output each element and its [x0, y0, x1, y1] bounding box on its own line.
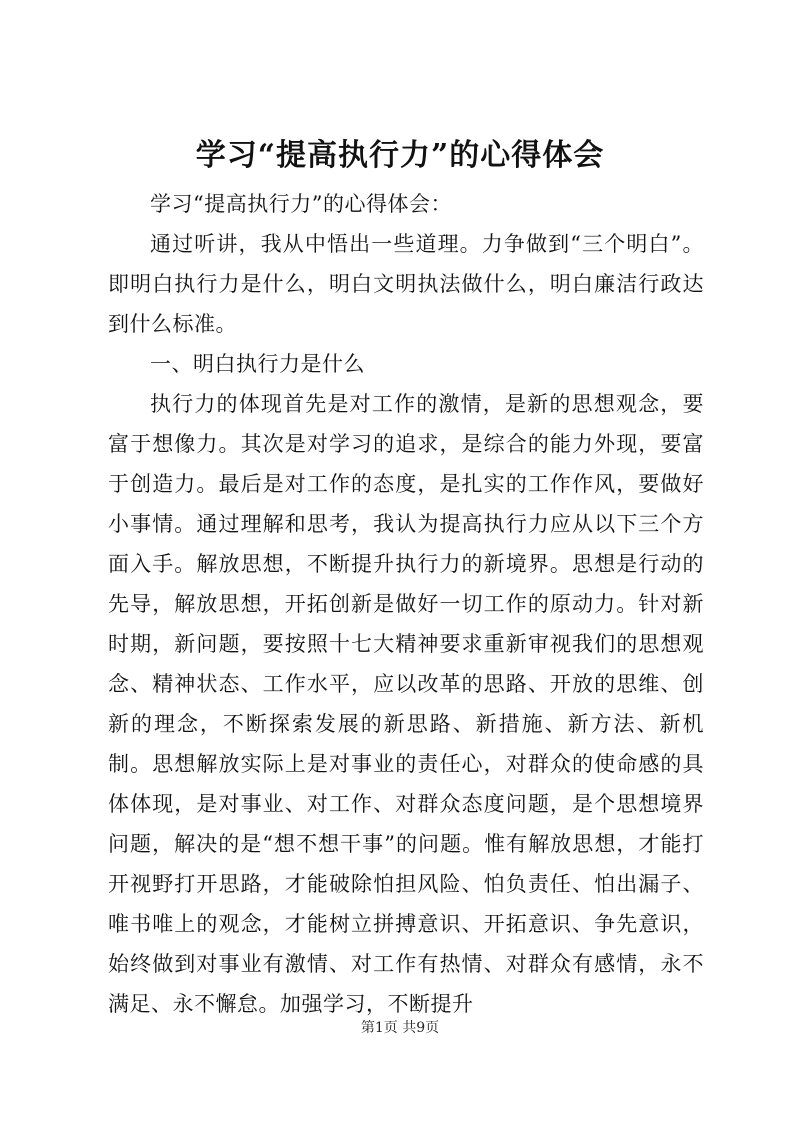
document-title: 学习“提高执行力”的心得体会 — [195, 138, 605, 173]
paragraph-heading-repeat: 学习“提高执行力”的心得体会： — [150, 192, 452, 216]
page-footer: 第1页 共9页 — [360, 1020, 440, 1036]
paragraph-main: 执行力的体现首先是对工作的激情，是新的思想观念，要富于想像力。其次是对学习的追求，是综合的能力外现，要富于创造力。最后是对工作的态度，是扎实的工作作风，要做好小事情。通过理解和思考，我认为提高执行力应从以下三个方面入手。解放思想，不断提升执行力的新境界。思想是行动的先导，解放思想，开拓创新是做好一切工作的原动力。针对新时期，新问题，要按照十七大精神要求重新审视我们的思想观念、精神状态、工作水平，应以改革的思路、开放的思维、创新的理念，不断探索发展的新思路、新措施、新方法、新机制。思想解放实际上是对事业的责任心，对群众的使命感的具体体现，是对事业、对工作、对群众态度问题，是个思想境界问题，解决的是“想不想干事”的问题。惟有解放思想，才能打开视野打开思路，才能破除怕担风险、怕负责任、怕出漏子、唯书唯上的观念，才能树立拼搏意识、开拓意识、争先意识，始终做到对事业有激情、对工作有热情、对群众有感情，永不满足、永不懈怠。加强学习，不断提升 — [108, 392, 704, 1016]
document-body — [108, 184, 704, 1024]
section-heading-one: 一、明白执行力是什么 — [150, 352, 365, 376]
paragraph-intro: 通过听讲，我从中悟出一些道理。力争做到“三个明白”。即明白执行力是什么，明白文明执法做什么，明白廉洁行政达到什么标准。 — [108, 232, 704, 336]
